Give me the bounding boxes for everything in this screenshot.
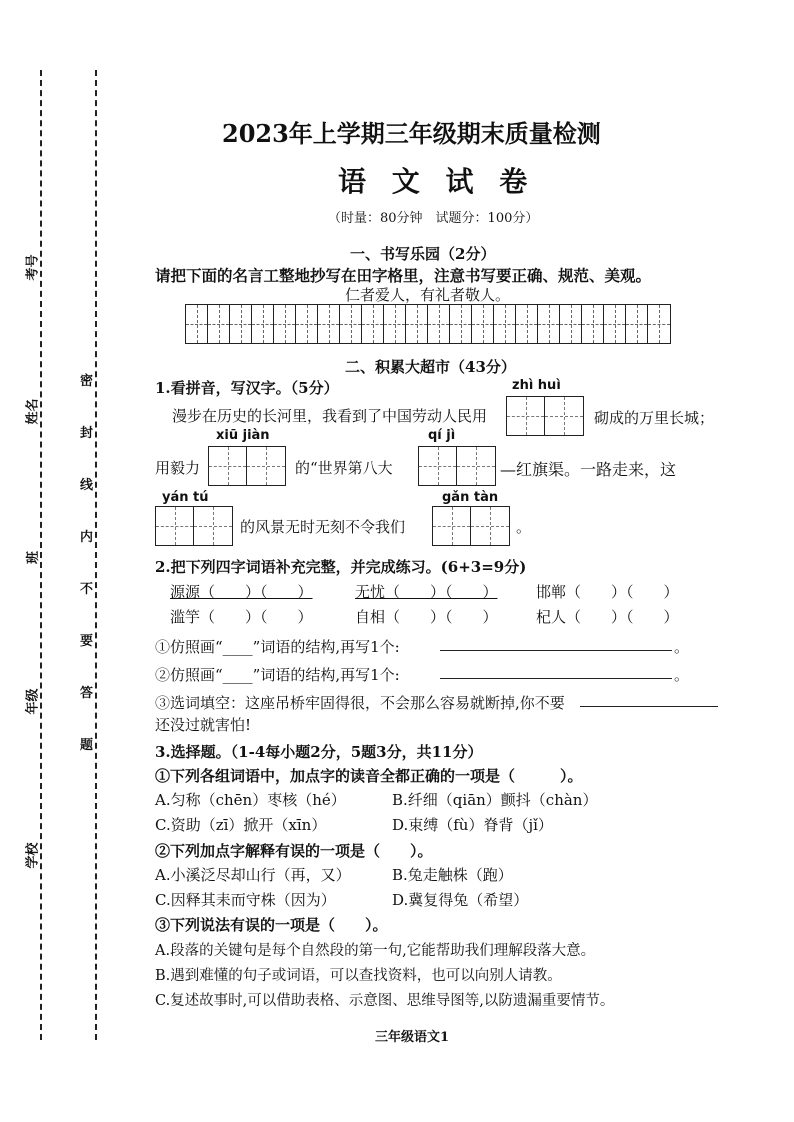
- q2-sub3-answer[interactable]: [580, 692, 718, 707]
- q2-sub2-answer[interactable]: [440, 664, 672, 679]
- tianzi-cell[interactable]: [433, 507, 471, 545]
- grid-cell[interactable]: [494, 305, 516, 343]
- tianzi-cell[interactable]: [247, 447, 285, 485]
- q3a-option-a: A.匀称（chēn）枣核（hé）: [155, 791, 346, 809]
- q1-line1-post: 砌成的万里长城；: [594, 409, 715, 427]
- q1-line2-mid: 的“世界第八大: [295, 459, 393, 477]
- q2-sub3-line2: 还没过就害怕!: [155, 716, 252, 734]
- grid-cell[interactable]: [406, 305, 428, 343]
- q3b-option-b: B.兔走触株（跑）: [392, 866, 513, 884]
- grid-cell[interactable]: [252, 305, 274, 343]
- grid-cell[interactable]: [274, 305, 296, 343]
- q2-sub1-end: 。: [674, 638, 690, 656]
- q3c-option-c: C.复述故事时,可以借助表格、示意图、思维导图等,以防遗漏重要情节。: [155, 993, 615, 1009]
- q3a-option-b: B.纤细（qiān）颤抖（chàn）: [392, 791, 598, 809]
- q1-box-gantan[interactable]: [432, 506, 510, 546]
- exam-title: 2023年上学期三年级期末质量检测: [222, 119, 601, 148]
- margin-label-school: 学校: [25, 842, 41, 869]
- q1-line2-pre: 用毅力: [155, 459, 201, 477]
- grid-cell[interactable]: [384, 305, 406, 343]
- grid-cell[interactable]: [318, 305, 340, 343]
- exam-subtitle: 语 文 试 卷: [338, 165, 536, 198]
- seal-char-4: 内: [80, 530, 94, 545]
- tianzi-cell[interactable]: [209, 447, 247, 485]
- binding-dashline-inner: [95, 70, 97, 1040]
- copy-writing-grid[interactable]: [185, 304, 671, 344]
- margin-label-exam-number: 考号: [25, 254, 41, 281]
- grid-cell[interactable]: [582, 305, 604, 343]
- q1-line2-post: —红旗渠。一路走来，这: [500, 460, 677, 479]
- grid-cell[interactable]: [186, 305, 208, 343]
- grid-cell[interactable]: [340, 305, 362, 343]
- grid-cell[interactable]: [538, 305, 560, 343]
- q2-word-row2-c: 杞人（ ）（ ）: [536, 608, 679, 626]
- q3b-stem: ②下列加点字解释有误的一项是（ ）。: [155, 842, 433, 860]
- q1-box-xiujian[interactable]: [208, 446, 286, 486]
- grid-cell[interactable]: [296, 305, 318, 343]
- tianzi-cell[interactable]: [545, 397, 583, 435]
- seal-char-8: 题: [80, 738, 94, 753]
- q3-title: 3.选择题。（1-4每小题2分，5题3分，共11分）: [155, 743, 483, 761]
- grid-cell[interactable]: [362, 305, 384, 343]
- q1-box-qiji[interactable]: [418, 446, 496, 486]
- q2-word-row2-a: 滥竽（ ）（ ）: [170, 608, 313, 626]
- q1-box-zhihui[interactable]: [506, 396, 584, 436]
- q2-word-row1-b: 无忧（ ）（ ）: [355, 583, 498, 601]
- grid-cell[interactable]: [230, 305, 252, 343]
- grid-cell[interactable]: [208, 305, 230, 343]
- q3a-stem: ①下列各组词语中，加点字的读音全都正确的一项是（ ）。: [155, 767, 583, 785]
- pinyin-gantan: gǎn tàn: [442, 490, 499, 505]
- grid-cell[interactable]: [472, 305, 494, 343]
- margin-label-grade: 年级: [25, 688, 41, 715]
- grid-cell[interactable]: [648, 305, 670, 343]
- q2-word-row2-b: 自相（ ）（ ）: [355, 608, 498, 626]
- q1-title: 1.看拼音，写汉字。（5分）: [155, 379, 339, 397]
- q1-box-yantu[interactable]: [155, 506, 233, 546]
- seal-char-2: 封: [80, 426, 94, 441]
- tianzi-cell[interactable]: [194, 507, 232, 545]
- page-footer-label: 三年级语文1: [375, 1030, 450, 1045]
- q3c-option-b: B.遇到难懂的句子或词语，可以查找资料，也可以向别人请教。: [155, 968, 562, 984]
- q2-sub1-answer[interactable]: [440, 636, 672, 651]
- tianzi-cell[interactable]: [419, 447, 457, 485]
- q3c-stem: ③下列说法有误的一项是（ ）。: [155, 916, 388, 934]
- q1-line3-mid: 的风景无时无刻不令我们: [240, 518, 406, 536]
- q2-sub3-line1: ③选词填空：这座吊桥牢固得很，不会那么容易就断掉,你不要: [155, 694, 565, 712]
- seal-char-5: 不: [80, 582, 94, 597]
- q1-line3-post: 。: [516, 518, 532, 536]
- tianzi-cell[interactable]: [156, 507, 194, 545]
- seal-char-6: 要: [80, 634, 94, 649]
- grid-cell[interactable]: [560, 305, 582, 343]
- q3b-option-a: A.小溪泛尽却山行（再，又）: [155, 866, 351, 884]
- q2-sub2-end: 。: [674, 666, 690, 684]
- q3b-option-d: D.冀复得兔（希望）: [392, 891, 529, 909]
- seal-char-3: 线: [80, 478, 94, 493]
- pinyin-xiujian: xiū jiàn: [216, 428, 270, 443]
- pinyin-qiji: qí jì: [428, 428, 456, 443]
- section2-heading: 二、积累大超市（43分）: [345, 358, 516, 376]
- q3a-option-c: C.资助（zī）掀开（xīn）: [155, 816, 327, 834]
- section1-quote: 仁者爱人，有礼者敬人。: [345, 286, 511, 304]
- tianzi-cell[interactable]: [507, 397, 545, 435]
- margin-label-class: 班: [26, 550, 42, 565]
- q2-sub1: ①仿照画“____”词语的结构,再写1个:: [155, 638, 400, 656]
- grid-cell[interactable]: [604, 305, 626, 343]
- section1-instruction: 请把下面的名言工整地抄写在田字格里，注意书写要正确、规范、美观。: [155, 266, 652, 285]
- q3b-option-c: C.因释其耒而守株（因为）: [155, 891, 336, 909]
- exam-info: （时量：80分钟 试题分：100分）: [328, 211, 539, 226]
- tianzi-cell[interactable]: [471, 507, 509, 545]
- grid-cell[interactable]: [626, 305, 648, 343]
- seal-char-1: 密: [80, 374, 94, 389]
- seal-char-7: 答: [80, 686, 94, 701]
- grid-cell[interactable]: [450, 305, 472, 343]
- q3a-option-d: D.束缚（fù）脊背（jǐ）: [392, 816, 553, 834]
- q2-word-row1-c: 邯郸（ ）（ ）: [536, 583, 679, 601]
- q2-word-row1-a: 源源（ ）（ ）: [170, 583, 313, 601]
- pinyin-yantu: yán tú: [162, 490, 209, 505]
- tianzi-cell[interactable]: [457, 447, 495, 485]
- q1-line1-pre: 漫步在历史的长河里，我看到了中国劳动人民用: [172, 407, 488, 425]
- q3c-option-a: A.段落的关键句是每个自然段的第一句,它能帮助我们理解段落大意。: [155, 943, 596, 959]
- grid-cell[interactable]: [428, 305, 450, 343]
- grid-cell[interactable]: [516, 305, 538, 343]
- pinyin-zhihui: zhì huì: [512, 378, 561, 393]
- q2-title: 2.把下列四字词语补充完整，并完成练习。(6+3=9分): [155, 558, 527, 576]
- margin-label-name: 姓名: [25, 398, 41, 425]
- q2-sub2: ②仿照画“____”词语的结构,再写1个:: [155, 666, 400, 684]
- section1-heading: 一、书写乐园（2分）: [350, 245, 496, 263]
